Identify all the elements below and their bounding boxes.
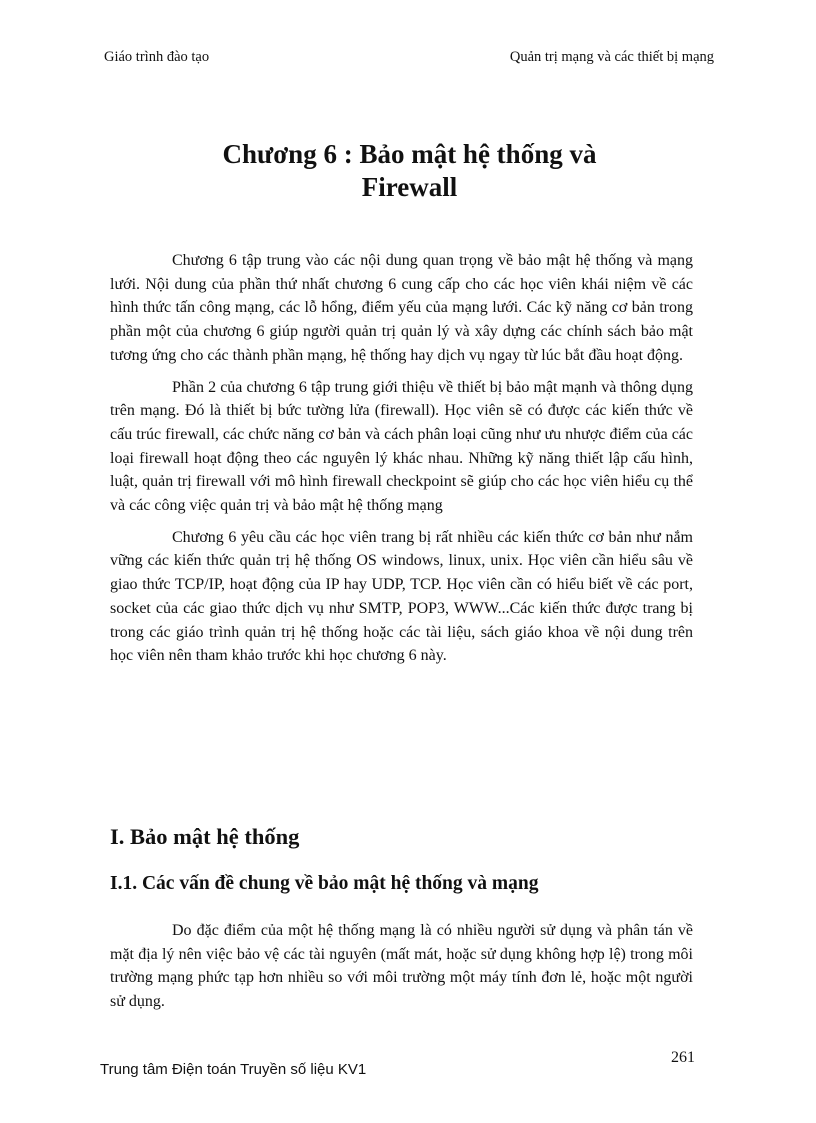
intro-paragraph-3: Chương 6 yêu cầu các học viên trang bị rất nhiều các kiến thức cơ bản như nắm vững các kiến thức quản trị hệ thống OS windows, linux, unix. Học viên cần hiểu sâu về giao thức TCP/IP, hoạt động của IP hay UDP, TCP. Học viên cần có hiểu biết về các port, socket của các giao thức dịch vụ như SMTP, POP3, WWW...Các kiến thức được trang bị trong các giáo trình quản trị hệ thống hoặc các tài liệu, sách giáo khoa về nội dung trên học viên nên tham khảo trước khi học chương 6 này. [110,528,693,665]
section-paragraph: Do đặc điểm của một hệ thống mạng là có nhiều người sử dụng và phân tán về mặt địa lý nên việc bảo vệ các tài nguyên (mất mát, hoặc sử dụng không hợp lệ) trong môi trường mạng phức tạp hơn nhiều so với môi trường một máy tính đơn lẻ, hoặc một người sử dụng. [110,922,693,1011]
running-header-right: Quản trị mạng và các thiết bị mạng [509,49,714,65]
section-body [110,919,693,1014]
chapter-title-line-2: Firewall [361,172,458,202]
chapter-introduction [110,249,693,668]
chapter-title [104,138,715,204]
intro-paragraph-2: Phần 2 của chương 6 tập trung giới thiệu về thiết bị bảo mật mạnh và thông dụng trên mạng. Đó là thiết bị bức tường lửa (firewall). Học viên sẽ có được các kiến thức về cấu trúc firewall, các chức năng cơ bản và cách phân loại cũng như ưu nhược điểm của các loại firewall hoạt động theo các nguyên lý khác nhau. Những kỹ năng thiết lập cấu hình, luật, quản trị firewall với mô hình firewall checkpoint sẽ giúp cho các học viên hiểu cụ thể và các công việc quản trị và bảo mật hệ thống mạng [110,378,693,515]
page-number: 261 [671,1049,695,1066]
intro-paragraph-1: Chương 6 tập trung vào các nội dung quan trọng về bảo mật hệ thống và mạng lưới. Nội dung của phần thứ nhất chương 6 cung cấp cho các học viên khái niệm về các hình thức tấn công mạng, các lỗ hổng, điểm yếu của mạng lưới. Các kỹ năng cơ bản trong phần một của chương 6 giúp người quản trị quản lý và xây dựng các chính sách bảo mật tương ứng cho các thành phần mạng, hệ thống hay dịch vụ ngay từ lúc bắt đầu hoạt động. [110,252,693,364]
running-header-left: Giáo trình đào tạo [104,49,210,65]
chapter-title-line-1: Chương 6 : Bảo mật hệ thống và [222,139,597,169]
section-heading: I. Bảo mật hệ thống [110,824,300,849]
subsection-heading: I.1. Các vấn đề chung về bảo mật hệ thống và mạng [110,873,539,894]
footer-organization: Trung tâm Điện toán Truyền số liệu KV1 [100,1061,367,1078]
